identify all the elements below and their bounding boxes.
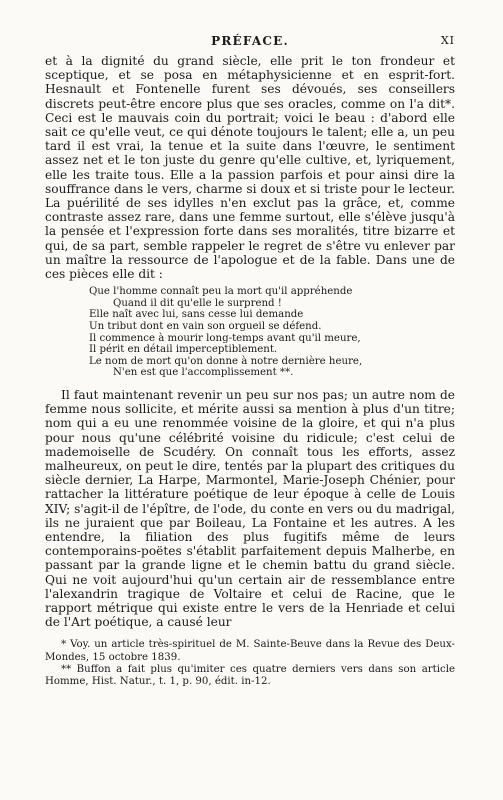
paragraph-1: et à la dignité du grand siècle, elle prit le ton frondeur et sceptique, et se posa en métaphysicienne et en esprit-fort. Hesnault et Fontenelle furent ses dévoués, ses conseillers discrets peut-être encore plus que ses oracles, comme on l'a dit*. Ceci est le mauvais coin du portrait; voici le beau : d'abord elle sait ce qu'elle veut, ce qui dénote toujours le talent; elle a, un peu tard il est vrai, la tenue et la suite dans l'œuvre, le sentiment assez net et le ton juste du genre qu'elle cultive, et, lyriquement, elle les traite tous. Elle a la passion parfois et pour ainsi dire la souffrance dans le vers, charme si doux et si triste pour le lecteur. La puérilité de ses idylles n'en exclut pas la grâce, et, comme contraste assez rare, dans une femme surtout, elle s'élève jusqu'à la pensée et l'expression forte dans ses moralités, titre bizarre et qui, de sa part, semble rappeler le regret de s'être vu enlever par un maître la ressource de l'apologue et de la fable. Dans une de ces pièces elle dit : bbox=[45, 54, 455, 282]
verse-line: Elle naît avec lui, sans cesse lui demande bbox=[89, 309, 304, 321]
page-number: XI bbox=[440, 34, 455, 47]
running-title: PRÉFACE. bbox=[211, 34, 289, 48]
footnote-1: * Voy. un article très-spirituel de M. Sainte-Beuve dans la Revue des Deux-Mondes, 15 octobre 1839. bbox=[45, 639, 455, 663]
verse-line: Il périt en détail imperceptiblement. bbox=[89, 344, 278, 356]
verse-line: Que l'homme connaît peu la mort qu'il appréhende bbox=[89, 286, 353, 298]
verse-line: N'en est que l'accomplissement **. bbox=[113, 367, 294, 379]
book-page bbox=[45, 34, 455, 689]
verse-line: Un tribut dont en vain son orgueil se défend. bbox=[89, 321, 322, 333]
paragraph-2: Il faut maintenant revenir un peu sur nos pas; un autre nom de femme nous sollicite, et mérite aussi sa mention à plus d'un titre; nom qui a eu une renommée voisine de la gloire, et qui n'a plus pour nous qu'une célébrité voisine du ridicule; c'est celui de mademoiselle de Scudéry. On connaît tous les efforts, assez malheureux, on peut le dire, tentés par la plupart des critiques du siècle dernier, La Harpe, Marmontel, Marie-Joseph Chénier, pour rattacher la littérature poétique de leur époque à celle de Louis XIV; s'agit-il de l'épître, de l'ode, du conte en vers ou du madrigal, ils ne juraient que par Boileau, La Fontaine et les autres. A les entendre, la filiation des plus fugitifs même de leurs contemporains-poëtes s'établit parfaitement depuis Malherbe, en passant par la grande ligne et le chemin battu du grand siècle. Qui ne voit aujourd'hui qu'un certain air de ressemblance entre l'alexandrin tragique de Voltaire et celui de Racine, que le rapport métrique qui existe entre le vers de la Henriade et celui de l'Art poétique, a causé leur bbox=[45, 388, 455, 630]
verse-quotation bbox=[89, 286, 455, 379]
running-header bbox=[45, 34, 455, 54]
verse-line: Le nom de mort qu'on donne à notre dernière heure, bbox=[89, 355, 363, 367]
footnotes bbox=[45, 639, 455, 688]
footnote-2: ** Buffon a fait plus qu'imiter ces quatre derniers vers dans son article Homme, Hist. Natur., t. 1, p. 90, édit. in-12. bbox=[45, 664, 455, 688]
verse-line: Quand il dit qu'elle le surprend ! bbox=[113, 297, 282, 309]
verse-line: Il commence à mourir long-temps avant qu'il meure, bbox=[89, 332, 361, 344]
